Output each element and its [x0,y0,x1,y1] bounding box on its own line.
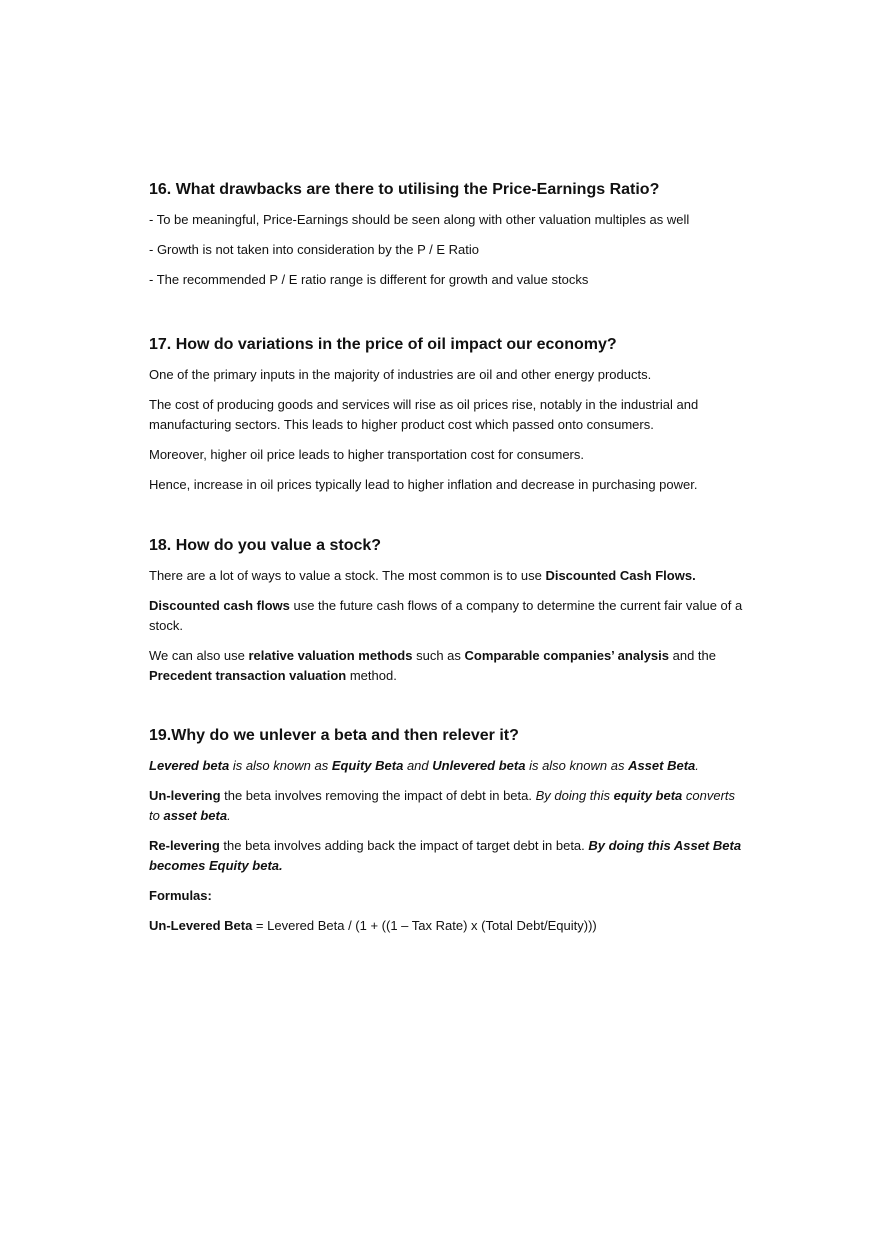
bold-text: Discounted cash flows [149,598,290,613]
section-16 [149,180,749,300]
paragraph: Hence, increase in oil prices typically lead to higher inflation and decrease in purchasing power. [149,477,698,492]
formulas-label [149,886,749,906]
paragraph: - To be meaningful, Price-Earnings should be seen along with other valuation multiples as well [149,212,690,227]
text-run: and the [669,648,716,663]
bold-text: Comparable companies’ analysis [464,648,669,663]
paragraph: - The recommended P / E ratio range is different for growth and value stocks [149,272,589,287]
paragraph: Moreover, higher oil price leads to higher transportation cost for consumers. [149,447,584,462]
bold-italic-text: Equity Beta [331,758,404,773]
bold-text: relative valuation methods [248,648,413,663]
bold-text: Formulas: [149,888,212,903]
italic-text: . [227,808,231,823]
italic-text: converts to [149,788,736,823]
paragraph [149,786,749,826]
paragraph [149,836,749,876]
section-heading: 17. How do variations in the price of oil impact our economy? [149,336,617,353]
text-run: We can also use [149,648,249,663]
section-heading: 16. What drawbacks are there to utilising the Price-Earnings Ratio? [149,181,660,198]
bold-italic-text: asset beta [163,808,228,823]
paragraph [149,596,749,636]
text-run: use the future cash flows of a company to determine the current fair value of a stock. [149,598,743,633]
bold-text: Discounted Cash Flows. [545,568,696,583]
formula [149,916,749,936]
paragraph: The cost of producing goods and services will rise as oil prices rise, notably in the industrial and manufacturing sectors. This leads to higher product cost which passed onto consumers. [149,397,699,432]
italic-text: is also known as [229,758,332,773]
paragraph: One of the primary inputs in the majority of industries are oil and other energy products. [149,367,652,382]
bold-italic-text: equity beta [613,788,683,803]
text-run: such as [412,648,465,663]
text-run: the beta involves adding back the impact of target debt in beta. [219,838,589,853]
text-run: method. [346,668,397,683]
section-17 [149,335,749,505]
bold-italic-text: Asset Beta [628,758,696,773]
section-19 [149,726,749,946]
bold-italic-text: Levered beta [149,758,230,773]
text-run: There are a lot of ways to value a stock. The most common is to use [149,568,546,583]
paragraph: - Growth is not taken into consideration by the P / E Ratio [149,242,479,257]
bold-text: Un-levering [149,788,221,803]
section-18 [149,536,749,696]
bold-italic-text: By doing this Asset Beta becomes Equity beta. [149,838,742,873]
italic-text: and [403,758,433,773]
italic-text: By doing this [535,788,614,803]
italic-text: is also known as [525,758,629,773]
italic-text: . [695,758,699,773]
bold-text: Un-Levered Beta [149,918,253,933]
section-heading: 19.Why do we unlever a beta and then relever it? [149,727,519,744]
paragraph [149,566,749,586]
bold-text: Re-levering [149,838,220,853]
paragraph [149,646,749,686]
text-run: the beta involves removing the impact of debt in beta. [220,788,536,803]
bold-text: Precedent transaction valuation [149,668,347,683]
section-heading: 18. How do you value a stock? [149,537,382,554]
text-run: = Levered Beta / (1 + ((1 – Tax Rate) x (Total Debt/Equity))) [252,918,597,933]
bold-italic-text: Unlevered beta [432,758,526,773]
paragraph [149,756,749,776]
